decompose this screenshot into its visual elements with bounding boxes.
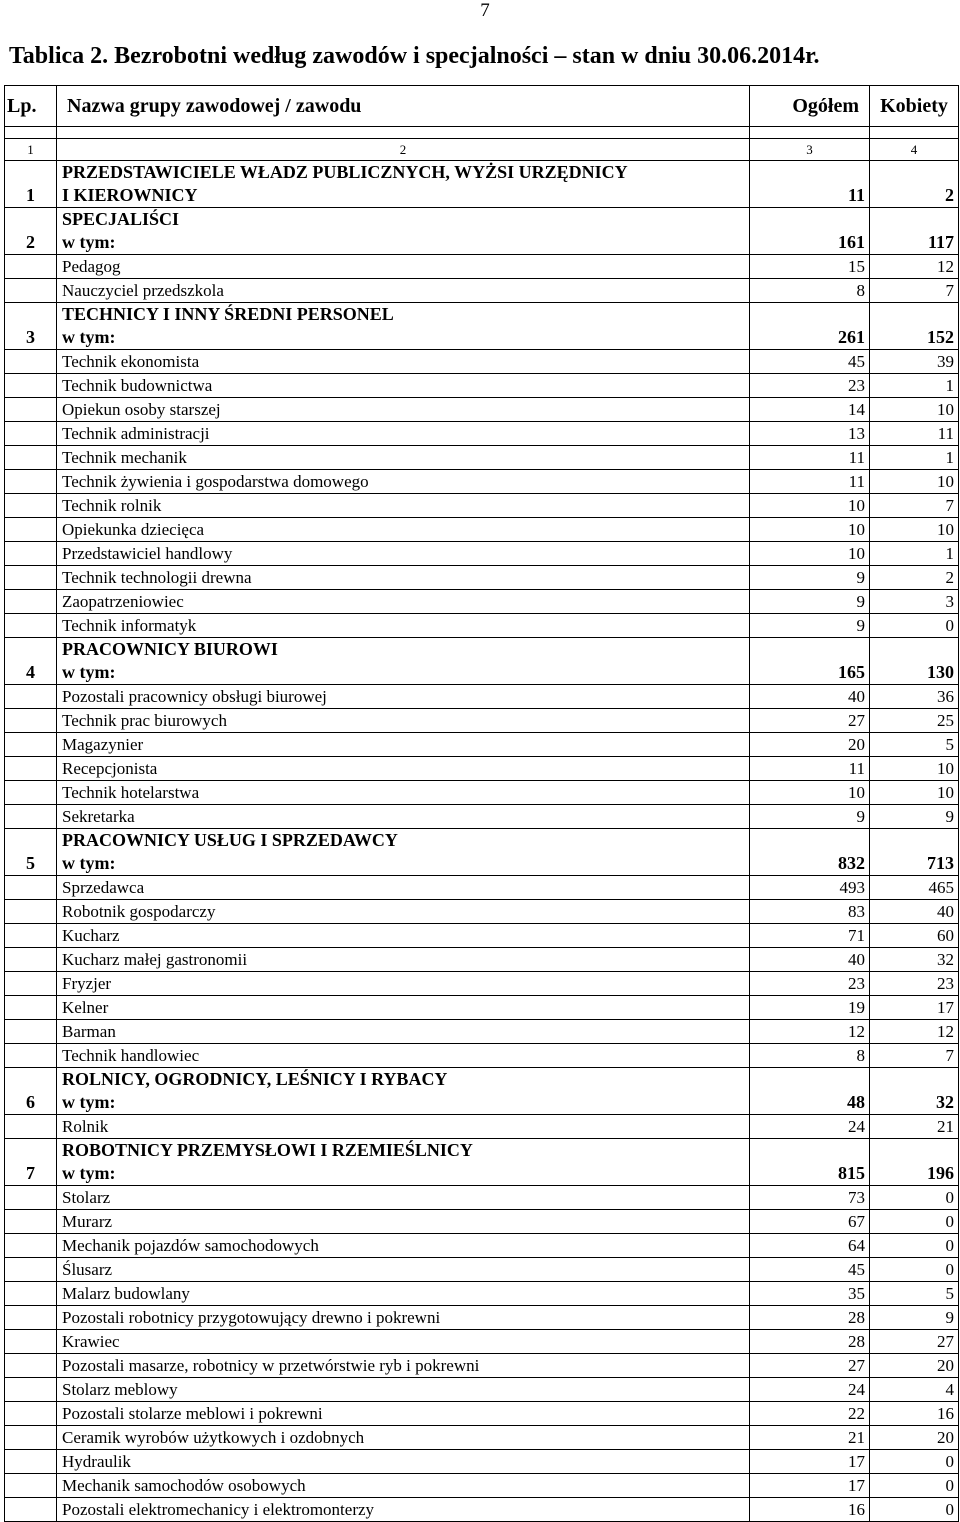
women-count: 27 (870, 1330, 959, 1354)
total-count: 9 (750, 590, 870, 614)
table-row (5, 1282, 959, 1306)
women-count: 36 (870, 685, 959, 709)
women-count: 16 (870, 1402, 959, 1426)
row-lp (5, 1354, 57, 1378)
table-title: Tablica 2. Bezrobotni według zawodów i specjalności – stan w dniu 30.06.2014r. (9, 43, 820, 69)
group-name-line: w tym: (62, 853, 116, 873)
row-lp (5, 470, 57, 494)
row-lp (5, 1450, 57, 1474)
total-count: 14 (750, 398, 870, 422)
total-count: 10 (750, 494, 870, 518)
group-row (5, 638, 959, 685)
group-name-line: w tym: (62, 662, 116, 682)
row-lp (5, 518, 57, 542)
group-row (5, 208, 959, 255)
group-name (57, 1139, 750, 1186)
row-lp (5, 1044, 57, 1068)
group-name (57, 1068, 750, 1115)
women-count: 713 (870, 829, 959, 876)
column-number: 1 (5, 139, 57, 161)
occupation-name: Stolarz (57, 1186, 750, 1210)
occupation-name: Fryzjer (57, 972, 750, 996)
row-lp (5, 1378, 57, 1402)
women-count: 5 (870, 1282, 959, 1306)
header-lp: Lp. (5, 86, 57, 127)
total-count: 27 (750, 709, 870, 733)
row-lp (5, 1474, 57, 1498)
total-count: 17 (750, 1450, 870, 1474)
row-lp (5, 948, 57, 972)
group-name (57, 829, 750, 876)
table-header-row (5, 86, 959, 127)
women-count: 10 (870, 757, 959, 781)
table-row (5, 542, 959, 566)
row-lp: 7 (5, 1139, 57, 1186)
group-name-line: PRACOWNICY USŁUG I SPRZEDAWCY (62, 830, 398, 850)
row-lp (5, 1234, 57, 1258)
group-name-line: w tym: (62, 1163, 116, 1183)
total-count: 83 (750, 900, 870, 924)
women-count: 17 (870, 996, 959, 1020)
unemployment-table (4, 85, 959, 1522)
total-count: 22 (750, 1402, 870, 1426)
women-count: 9 (870, 1306, 959, 1330)
women-count: 10 (870, 781, 959, 805)
total-count: 9 (750, 566, 870, 590)
group-name (57, 208, 750, 255)
table-row (5, 590, 959, 614)
occupation-name: Sprzedawca (57, 876, 750, 900)
table-row (5, 255, 959, 279)
table-row (5, 781, 959, 805)
table-row (5, 1474, 959, 1498)
occupation-name: Pedagog (57, 255, 750, 279)
women-count: 10 (870, 470, 959, 494)
page-number: 7 (480, 0, 490, 21)
total-count: 10 (750, 781, 870, 805)
table-row (5, 1186, 959, 1210)
occupation-name: Barman (57, 1020, 750, 1044)
occupation-name: Hydraulik (57, 1450, 750, 1474)
table-row (5, 1354, 959, 1378)
row-lp (5, 398, 57, 422)
row-lp (5, 494, 57, 518)
women-count: 130 (870, 638, 959, 685)
group-name (57, 303, 750, 350)
row-lp (5, 614, 57, 638)
total-count: 73 (750, 1186, 870, 1210)
row-lp: 1 (5, 161, 57, 208)
table-row (5, 1258, 959, 1282)
table-row (5, 924, 959, 948)
occupation-name: Krawiec (57, 1330, 750, 1354)
row-lp (5, 542, 57, 566)
row-lp (5, 566, 57, 590)
occupation-name: Technik technologii drewna (57, 566, 750, 590)
table-row (5, 470, 959, 494)
group-name-line: ROBOTNICY PRZEMYSŁOWI I RZEMIEŚLNICY (62, 1140, 473, 1160)
women-count: 1 (870, 446, 959, 470)
total-count: 8 (750, 279, 870, 303)
row-lp (5, 733, 57, 757)
occupation-name: Technik budownictwa (57, 374, 750, 398)
spacer-row (5, 127, 959, 139)
group-name-line: TECHNICY I INNY ŚREDNI PERSONEL (62, 304, 394, 324)
women-count: 23 (870, 972, 959, 996)
table-row (5, 1044, 959, 1068)
women-count: 20 (870, 1354, 959, 1378)
occupation-name: Mechanik pojazdów samochodowych (57, 1234, 750, 1258)
table-row (5, 1450, 959, 1474)
table-row (5, 494, 959, 518)
row-lp (5, 1426, 57, 1450)
total-count: 28 (750, 1306, 870, 1330)
occupation-name: Kucharz małej gastronomii (57, 948, 750, 972)
women-count: 40 (870, 900, 959, 924)
row-lp (5, 924, 57, 948)
occupation-name: Stolarz meblowy (57, 1378, 750, 1402)
table-row (5, 709, 959, 733)
women-count: 32 (870, 948, 959, 972)
table-row (5, 1498, 959, 1522)
total-count: 40 (750, 948, 870, 972)
total-count: 45 (750, 350, 870, 374)
occupation-name: Technik informatyk (57, 614, 750, 638)
row-lp (5, 1402, 57, 1426)
occupation-name: Ślusarz (57, 1258, 750, 1282)
row-lp (5, 446, 57, 470)
total-count: 11 (750, 470, 870, 494)
group-name-line: PRACOWNICY BIUROWI (62, 639, 278, 659)
table-row (5, 1115, 959, 1139)
occupation-name: Technik mechanik (57, 446, 750, 470)
occupation-name: Pozostali elektromechanicy i elektromonterzy (57, 1498, 750, 1522)
women-count: 0 (870, 1186, 959, 1210)
total-count: 15 (750, 255, 870, 279)
total-count: 21 (750, 1426, 870, 1450)
total-count: 45 (750, 1258, 870, 1282)
row-lp (5, 422, 57, 446)
occupation-name: Pozostali stolarze meblowi i pokrewni (57, 1402, 750, 1426)
total-count: 10 (750, 518, 870, 542)
row-lp (5, 1498, 57, 1522)
column-number: 2 (57, 139, 750, 161)
group-name (57, 638, 750, 685)
row-lp (5, 1330, 57, 1354)
women-count: 21 (870, 1115, 959, 1139)
table-row (5, 398, 959, 422)
table-row (5, 876, 959, 900)
occupation-name: Opiekunka dziecięca (57, 518, 750, 542)
women-count: 25 (870, 709, 959, 733)
total-count: 23 (750, 374, 870, 398)
column-number-row (5, 139, 959, 161)
table-row (5, 733, 959, 757)
women-count: 39 (870, 350, 959, 374)
women-count: 0 (870, 614, 959, 638)
row-lp (5, 1115, 57, 1139)
row-lp: 3 (5, 303, 57, 350)
table-row (5, 1426, 959, 1450)
table-row (5, 972, 959, 996)
total-count: 23 (750, 972, 870, 996)
group-name-line: w tym: (62, 232, 116, 252)
occupation-name: Robotnik gospodarczy (57, 900, 750, 924)
table-row (5, 1330, 959, 1354)
group-name-line: w tym: (62, 327, 116, 347)
total-count: 24 (750, 1378, 870, 1402)
women-count: 0 (870, 1210, 959, 1234)
occupation-name: Rolnik (57, 1115, 750, 1139)
group-name-line: ROLNICY, OGRODNICY, LEŚNICY I RYBACY (62, 1069, 448, 1089)
occupation-name: Pozostali masarze, robotnicy w przetwórstwie ryb i pokrewni (57, 1354, 750, 1378)
total-count: 11 (750, 757, 870, 781)
occupation-name: Pozostali robotnicy przygotowujący drewno i pokrewni (57, 1306, 750, 1330)
total-count: 35 (750, 1282, 870, 1306)
occupation-name: Technik handlowiec (57, 1044, 750, 1068)
group-row (5, 303, 959, 350)
women-count: 9 (870, 805, 959, 829)
women-count: 5 (870, 733, 959, 757)
total-count: 16 (750, 1498, 870, 1522)
spacer-cell (5, 127, 57, 139)
total-count: 11 (750, 446, 870, 470)
row-lp: 6 (5, 1068, 57, 1115)
row-lp (5, 972, 57, 996)
total-count: 24 (750, 1115, 870, 1139)
occupation-name: Opiekun osoby starszej (57, 398, 750, 422)
table-body (5, 127, 959, 1522)
row-lp (5, 590, 57, 614)
women-count: 12 (870, 1020, 959, 1044)
header-total: Ogółem (750, 86, 870, 127)
row-lp (5, 1258, 57, 1282)
group-row (5, 161, 959, 208)
women-count: 1 (870, 542, 959, 566)
row-lp: 4 (5, 638, 57, 685)
women-count: 10 (870, 398, 959, 422)
row-lp (5, 709, 57, 733)
table-row (5, 279, 959, 303)
table-row (5, 422, 959, 446)
spacer-cell (750, 127, 870, 139)
total-count: 815 (750, 1139, 870, 1186)
occupation-name: Technik ekonomista (57, 350, 750, 374)
table-row (5, 805, 959, 829)
spacer-cell (870, 127, 959, 139)
total-count: 17 (750, 1474, 870, 1498)
women-count: 0 (870, 1258, 959, 1282)
group-name-line: I KIEROWNICY (62, 185, 198, 205)
occupation-name: Mechanik samochodów osobowych (57, 1474, 750, 1498)
row-lp (5, 279, 57, 303)
occupation-name: Przedstawiciel handlowy (57, 542, 750, 566)
occupation-name: Magazynier (57, 733, 750, 757)
occupation-name: Recepcjonista (57, 757, 750, 781)
occupation-name: Technik rolnik (57, 494, 750, 518)
group-name-line: PRZEDSTAWICIELE WŁADZ PUBLICZNYCH, WYŻSI URZĘDNICY (62, 162, 628, 182)
total-count: 13 (750, 422, 870, 446)
occupation-name: Technik hotelarstwa (57, 781, 750, 805)
table-row (5, 1378, 959, 1402)
row-lp (5, 374, 57, 398)
group-name-line: SPECJALIŚCI (62, 209, 180, 229)
row-lp (5, 255, 57, 279)
women-count: 152 (870, 303, 959, 350)
occupation-name: Technik żywienia i gospodarstwa domowego (57, 470, 750, 494)
row-lp (5, 350, 57, 374)
women-count: 465 (870, 876, 959, 900)
table-row (5, 757, 959, 781)
total-count: 48 (750, 1068, 870, 1115)
row-lp (5, 1306, 57, 1330)
women-count: 7 (870, 494, 959, 518)
table-row (5, 350, 959, 374)
group-row (5, 1068, 959, 1115)
total-count: 10 (750, 542, 870, 566)
row-lp: 2 (5, 208, 57, 255)
table-row (5, 614, 959, 638)
occupation-name: Zaopatrzeniowiec (57, 590, 750, 614)
total-count: 493 (750, 876, 870, 900)
occupation-name: Technik prac biurowych (57, 709, 750, 733)
column-number: 3 (750, 139, 870, 161)
table-row (5, 374, 959, 398)
total-count: 67 (750, 1210, 870, 1234)
header-women: Kobiety (870, 86, 959, 127)
total-count: 28 (750, 1330, 870, 1354)
row-lp (5, 781, 57, 805)
table-row (5, 1020, 959, 1044)
total-count: 9 (750, 614, 870, 638)
column-number: 4 (870, 139, 959, 161)
women-count: 196 (870, 1139, 959, 1186)
women-count: 7 (870, 1044, 959, 1068)
total-count: 12 (750, 1020, 870, 1044)
total-count: 8 (750, 1044, 870, 1068)
total-count: 161 (750, 208, 870, 255)
row-lp (5, 805, 57, 829)
occupation-name: Malarz budowlany (57, 1282, 750, 1306)
total-count: 20 (750, 733, 870, 757)
women-count: 10 (870, 518, 959, 542)
women-count: 2 (870, 566, 959, 590)
occupation-name: Ceramik wyrobów użytkowych i ozdobnych (57, 1426, 750, 1450)
total-count: 71 (750, 924, 870, 948)
occupation-name: Pozostali pracownicy obsługi biurowej (57, 685, 750, 709)
table-row (5, 948, 959, 972)
table-row (5, 446, 959, 470)
women-count: 11 (870, 422, 959, 446)
total-count: 165 (750, 638, 870, 685)
total-count: 9 (750, 805, 870, 829)
women-count: 0 (870, 1450, 959, 1474)
occupation-name: Kelner (57, 996, 750, 1020)
table-row (5, 685, 959, 709)
women-count: 1 (870, 374, 959, 398)
total-count: 40 (750, 685, 870, 709)
women-count: 3 (870, 590, 959, 614)
women-count: 32 (870, 1068, 959, 1115)
women-count: 20 (870, 1426, 959, 1450)
women-count: 0 (870, 1498, 959, 1522)
women-count: 0 (870, 1474, 959, 1498)
women-count: 12 (870, 255, 959, 279)
occupation-name: Technik administracji (57, 422, 750, 446)
total-count: 19 (750, 996, 870, 1020)
row-lp (5, 1210, 57, 1234)
group-row (5, 829, 959, 876)
table-row (5, 566, 959, 590)
table-row (5, 1210, 959, 1234)
occupation-name: Nauczyciel przedszkola (57, 279, 750, 303)
table-row (5, 900, 959, 924)
row-lp (5, 685, 57, 709)
occupation-name: Sekretarka (57, 805, 750, 829)
women-count: 117 (870, 208, 959, 255)
total-count: 832 (750, 829, 870, 876)
table-row (5, 1306, 959, 1330)
table-row (5, 996, 959, 1020)
table-row (5, 518, 959, 542)
women-count: 60 (870, 924, 959, 948)
row-lp (5, 1282, 57, 1306)
row-lp (5, 900, 57, 924)
women-count: 2 (870, 161, 959, 208)
total-count: 11 (750, 161, 870, 208)
row-lp (5, 1020, 57, 1044)
women-count: 7 (870, 279, 959, 303)
women-count: 0 (870, 1234, 959, 1258)
women-count: 4 (870, 1378, 959, 1402)
total-count: 261 (750, 303, 870, 350)
occupation-name: Kucharz (57, 924, 750, 948)
spacer-cell (57, 127, 750, 139)
table-row (5, 1402, 959, 1426)
group-name-line: w tym: (62, 1092, 116, 1112)
row-lp (5, 996, 57, 1020)
header-name: Nazwa grupy zawodowej / zawodu (57, 86, 750, 127)
row-lp (5, 1186, 57, 1210)
group-row (5, 1139, 959, 1186)
row-lp: 5 (5, 829, 57, 876)
occupation-name: Murarz (57, 1210, 750, 1234)
row-lp (5, 876, 57, 900)
total-count: 64 (750, 1234, 870, 1258)
table-row (5, 1234, 959, 1258)
total-count: 27 (750, 1354, 870, 1378)
row-lp (5, 757, 57, 781)
group-name (57, 161, 750, 208)
